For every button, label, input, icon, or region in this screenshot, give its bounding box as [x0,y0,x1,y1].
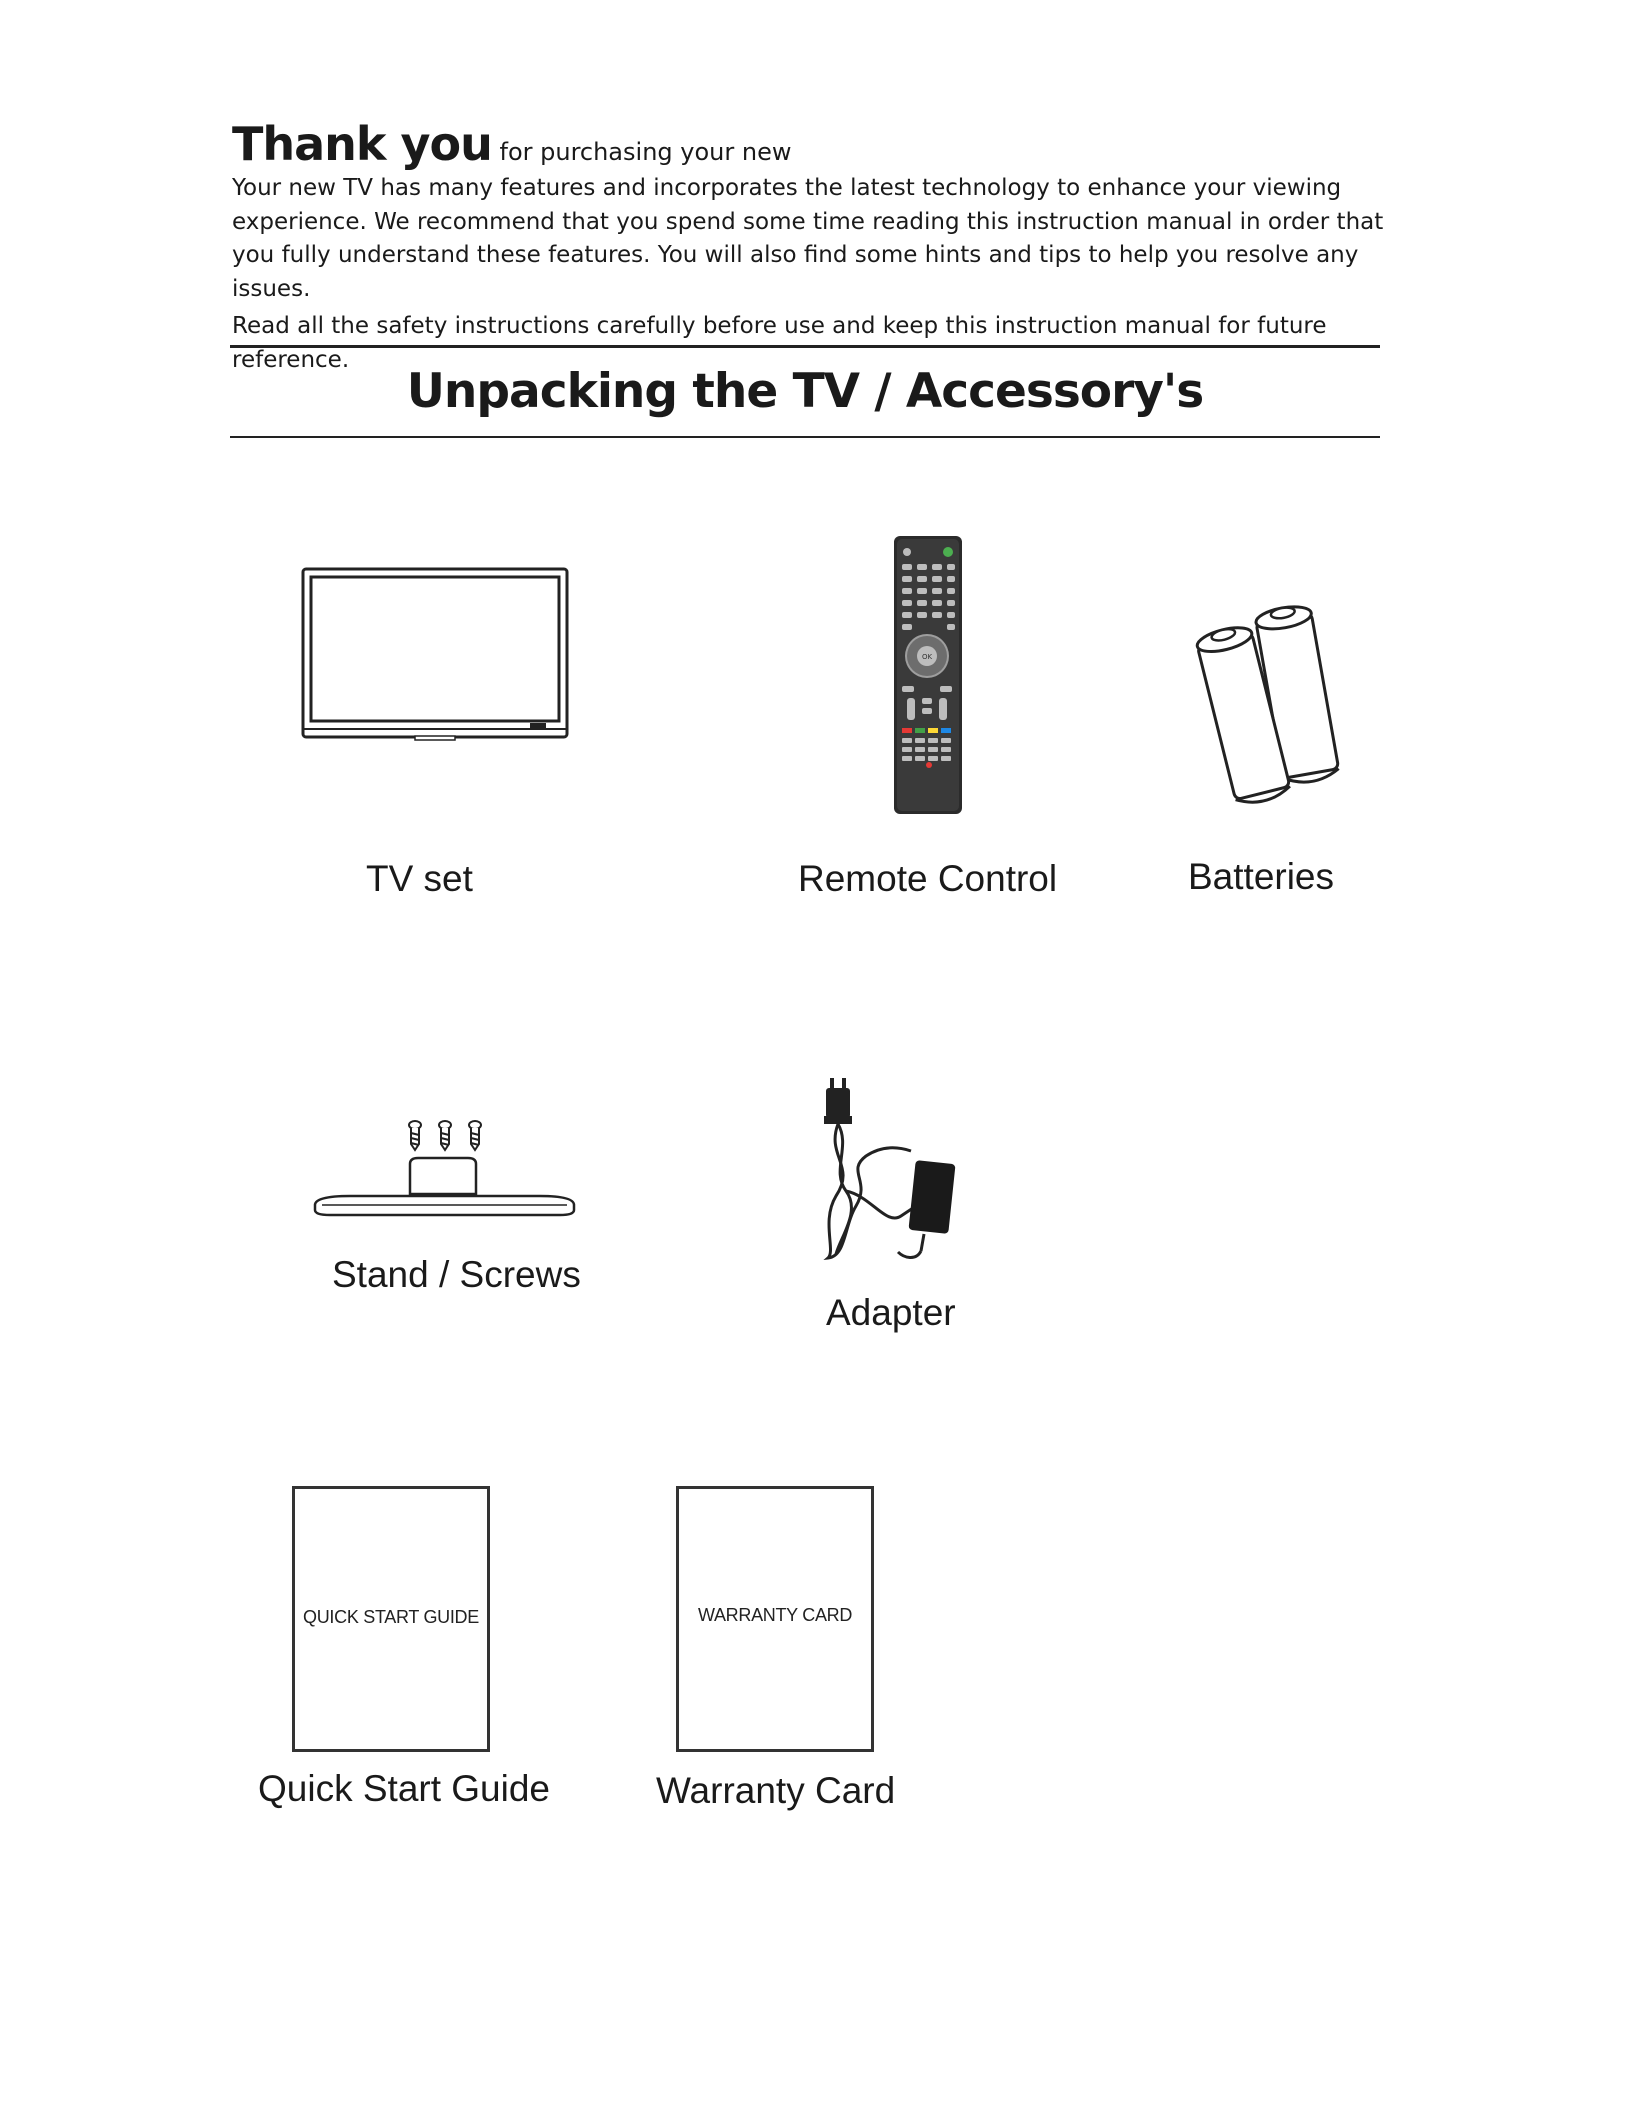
adapter-illustration [816,1076,966,1266]
warranty-card-booklet [676,1486,874,1752]
warranty-card-cover-label: WARRANTY CARD [697,1605,853,1625]
remote-ok-label: OK [921,653,933,661]
caption-warranty-card: Warranty Card [656,1770,896,1811]
caption-batteries: Batteries [1188,856,1335,897]
thank-you-heading [232,116,791,180]
thank-you-subtitle: for purchasing your new [491,138,792,166]
thank-you-title: Thank you [232,117,492,171]
caption-quick-start-guide: Quick Start Guide [258,1768,551,1809]
batteries-illustration [1200,600,1340,810]
section-bottom-rule [230,436,1380,438]
caption-stand-screws: Stand / Screws [332,1254,581,1295]
tv-set-illustration [300,566,570,746]
intro-paragraph-1: Your new TV has many features and incorporates the latest technology to enhance your viewing experience. We recommend that you spend some time reading this instruction manual in order that you fully understand these features. You will also find some hints and tips to help you resolve any issues. [232,175,1384,302]
section-title: Unpacking the TV / Accessory's [406,364,1204,419]
remote-control-illustration [893,536,963,816]
section-top-rule [230,345,1380,348]
quick-start-guide-cover-label: QUICK START GUIDE [303,1607,479,1627]
stand-screws-illustration [310,1112,580,1227]
quick-start-guide-booklet [292,1486,490,1752]
intro-paragraph-2: Read all the safety instructions carefully before use and keep this instruction manual for future reference. [232,313,1327,373]
caption-remote-control: Remote Control [798,858,1058,899]
caption-adapter: Adapter [826,1292,956,1333]
caption-tv-set: TV set [366,858,473,899]
